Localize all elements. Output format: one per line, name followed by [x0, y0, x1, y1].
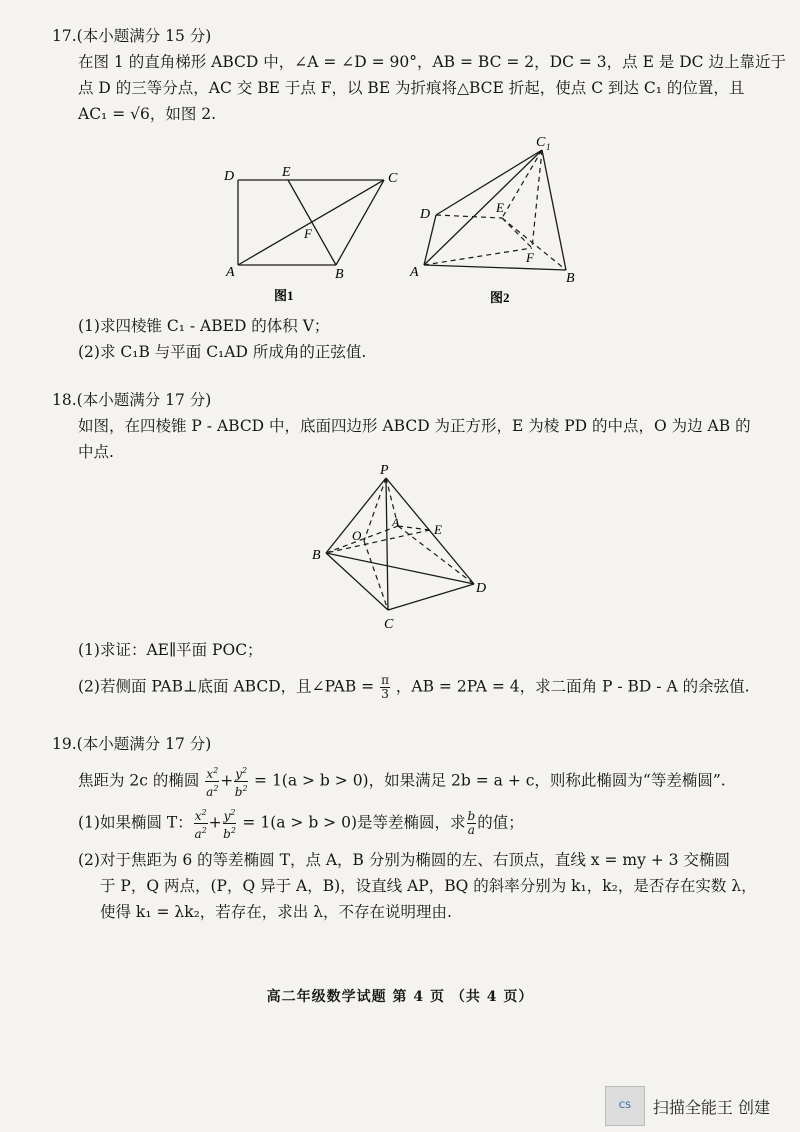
- q18-part2-text-a: (2)若侧面 PAB⊥底面 ABCD，且∠PAB =: [78, 677, 375, 696]
- scanner-watermark: [605, 1086, 770, 1126]
- q19-part2-line2: 于 P，Q 两点，(P，Q 异于 A，B)，设直线 AP，BQ 的斜率分别为 k₁，k₂，是否存在实数 λ，: [100, 877, 757, 895]
- q19-score: (本小题满分 17 分): [76, 735, 212, 753]
- q18-text-line2: 中点.: [78, 443, 114, 461]
- q19-part2-line1: (2)对于焦距为 6 的等差椭圆 T，点 A，B 分别为椭圆的左、右顶点，直线 x = my + 3 交椭圆: [78, 851, 730, 869]
- fig1-label-B: B: [335, 267, 344, 282]
- q19-text-line1: 焦距为 2c 的椭圆 $\frac{x^2}{a^2}$ + $\frac{y^2}{b^2}$ = 1(a > b > 0)，如果满足 2b = a + c，则称此椭圆为“等差椭圆”.: [78, 766, 726, 799]
- q19-part1-text-c: 的值；: [477, 813, 524, 832]
- q19-number: 19.: [52, 735, 77, 753]
- q19-part1-text-b: = 1(a > b > 0)是等差椭圆，求: [242, 813, 466, 832]
- q19-text-b: = 1(a > b > 0)，如果满足 2b = a + c，则称此椭圆为“等差椭圆”.: [254, 771, 726, 790]
- q18-part2-text-b: ，AB = 2PA = 4，求二面角 P - BD - A 的余弦值.: [395, 677, 750, 696]
- q17-figure1: [218, 158, 408, 303]
- b-over-a-fraction: $\frac{b}{a}$: [467, 809, 476, 837]
- fig1-caption: 图1: [274, 288, 294, 303]
- fig1-label-C: C: [388, 171, 398, 186]
- q18-score: (本小题满分 17 分): [76, 391, 212, 409]
- q19-heading: [52, 734, 211, 754]
- watermark-text: 扫描全能王 创建: [652, 1097, 770, 1117]
- q18-fraction-denominator: 3: [381, 687, 389, 701]
- q18-pi-over-3-fraction: [380, 674, 390, 701]
- q17-text-line3: AC₁ = √6，如图 2.: [78, 105, 217, 123]
- q19-part2-line3: 使得 k₁ = λk₂，若存在，求出 λ，不存在说明理由.: [100, 903, 452, 921]
- pyramid-label-O: O: [352, 528, 362, 543]
- q18-text-line1: 如图，在四棱锥 P - ABCD 中，底面四边形 ABCD 为正方形，E 为棱 PD 的中点，O 为边 AB 的: [78, 417, 751, 435]
- pyramid-label-A: A: [392, 515, 400, 529]
- fig2-label-C1: C: [536, 135, 546, 150]
- q18-heading: [52, 390, 211, 410]
- q18-fraction-numerator: π: [381, 673, 389, 687]
- q17-text-line2: 点 D 的三等分点，AC 交 BE 于点 F，以 BE 为折痕将△BCE 折起，使点 C 到达 C₁ 的位置，且: [78, 79, 745, 97]
- pyramid-label-D: D: [476, 581, 487, 596]
- q17-number: 17.: [52, 27, 77, 45]
- ellipse-T-y-term: $\frac{y^2}{b^2}$: [223, 808, 236, 841]
- ellipse-x-term: $\frac{x^2}{a^2}$: [206, 766, 219, 799]
- ellipse-y-term: $\frac{y^2}{b^2}$: [234, 766, 248, 799]
- q17-figure2: [406, 130, 596, 305]
- q19-part1-text-a: (1)如果椭圆 T：: [78, 813, 193, 832]
- q17-part1: (1)求四棱锥 C₁ - ABED 的体积 V；: [78, 317, 330, 335]
- q17-score: (本小题满分 15 分): [76, 27, 212, 45]
- fig1-label-E: E: [282, 165, 291, 180]
- pyramid-label-C: C: [384, 617, 394, 632]
- q17-heading: [52, 26, 211, 46]
- fig1-label-D: D: [224, 169, 235, 184]
- ellipse-T-x-term: $\frac{x^2}{a^2}$: [194, 808, 207, 841]
- q17-part2: (2)求 C₁B 与平面 C₁AD 所成角的正弦值.: [78, 343, 367, 361]
- fig1-label-A: A: [226, 265, 235, 280]
- fig2-label-A: A: [410, 265, 419, 280]
- q18-number: 18.: [52, 391, 77, 409]
- fig2-caption: 图2: [490, 290, 510, 305]
- pyramid-label-P: P: [380, 463, 389, 478]
- fig1-label-F: F: [304, 226, 312, 241]
- scanner-logo-icon: CS: [605, 1086, 645, 1126]
- fig2-label-B: B: [566, 271, 575, 286]
- fig2-label-F: F: [526, 250, 534, 265]
- q19-text-a: 焦距为 2c 的椭圆: [78, 771, 200, 790]
- pyramid-label-E: E: [434, 522, 442, 537]
- fig2-label-D: D: [420, 207, 431, 222]
- q19-part1: (1)如果椭圆 T： $\frac{x^2}{a^2}$ + $\frac{y^2}{b^2}$ = 1(a > b > 0)是等差椭圆，求 $\frac{b}{a}$ 的值；: [78, 808, 524, 841]
- q18-part1: (1)求证：AE∥平面 POC；: [78, 641, 263, 659]
- q17-text-line1: 在图 1 的直角梯形 ABCD 中，∠A = ∠D = 90°，AB = BC = 2，DC = 3，点 E 是 DC 边上靠近于: [78, 53, 786, 71]
- q18-pyramid-figure: [306, 458, 506, 638]
- fig2-label-E: E: [496, 200, 504, 215]
- page-footer: 高二年级数学试题 第 4 页 （共 4 页）: [266, 989, 534, 1005]
- fig2-label-C1-sub: 1: [546, 142, 551, 152]
- q18-part2: [78, 674, 750, 701]
- pyramid-label-B: B: [312, 548, 321, 563]
